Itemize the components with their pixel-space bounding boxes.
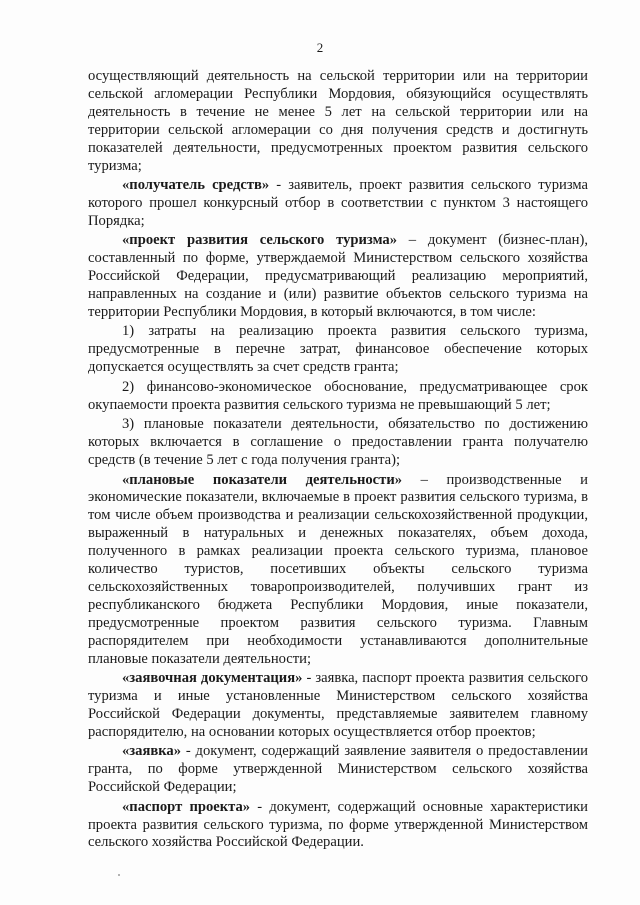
defined-term: «паспорт проекта»: [122, 798, 251, 815]
paragraph-text: - заявка, паспорт проекта развития сельского туризма и иные установленные Министерством сельского хозяйства Российской Федерации документы, представляемые заявителем главному распорядителю, на основании которых осуществляется отбор проектов;: [88, 670, 588, 740]
defined-term: «заявка»: [122, 743, 182, 760]
list-item-costs: [88, 323, 588, 377]
paragraph-text: осуществляющий деятельность на сельской территории или на территории сельской агломерации Республики Мордовия, обязующийся осуществлять деятельность в течение не менее 5 лет на сельской территории или на территории сельской агломерации со дня получения средств и достигнуть показателей деятельности, предусмотренных проектом развития сельского туризма;: [88, 68, 588, 174]
document-body: [88, 68, 588, 854]
paragraph-text: 1) затраты на реализацию проекта развития сельского туризма, предусмотренные в перечне затрат, финансовое обеспечение которых допускается осуществлять за счет средств гранта;: [88, 323, 588, 376]
defined-term: «заявочная документация»: [122, 670, 303, 687]
paragraph-text: 2) финансово-экономическое обоснование, предусматривающее срок окупаемости проекта развития сельского туризма не превышающий 5 лет;: [88, 378, 588, 413]
paragraph-entrepreneur-continued: [88, 68, 588, 175]
paragraph-text: 3) плановые показатели деятельности, обязательство по достижению которых включается в соглашение о предоставлении гранта получателю средств (в течение 5 лет с года получения гранта);: [88, 416, 588, 468]
paragraph-text: - документ, содержащий основные характеристики проекта развития сельского туризма, по форме утвержденной Министерством сельского хозяйства Российской Федерации.: [88, 798, 588, 851]
scan-speck: [118, 874, 120, 876]
defined-term: «плановые показатели деятельности»: [122, 471, 403, 488]
defined-term: «проект развития сельского туризма»: [122, 232, 398, 249]
page-number: 2: [316, 40, 324, 55]
defined-term: «получатель средств»: [122, 177, 270, 194]
paragraph-project-passport-definition: [88, 799, 588, 853]
paragraph-text: - заявитель, проект развития сельского туризма которого прошел конкурсный отбор в соответствии с пунктом 3 настоящего Порядка;: [88, 177, 588, 229]
paragraph-application-documents-definition: [88, 670, 588, 742]
paragraph-planned-indicators-definition: [88, 472, 588, 669]
paragraph-text: – документ (бизнес-план), составленный по форме, утверждаемой Министерством сельского хозяйства Российской Федерации, предусматривающий реализацию мероприятий, направленных на создание и (или) развитие объектов сельского туризма на территории Республики Мордовия, в который включаются, в том числе:: [88, 232, 589, 320]
list-item-indicators: [88, 416, 588, 470]
paragraph-text: - документ, содержащий заявление заявителя о предоставлении гранта, по форме утвержденной Министерством сельского хозяйства Российской Федерации;: [88, 743, 588, 796]
paragraph-project-definition: [88, 232, 588, 322]
paragraph-text: – производственные и экономические показатели, включаемые в проект развития сельского туризма, в том числе объем производства и реализации сельскохозяйственной продукции, выраженный в натуральных и денежных показателях, объем дохода, полученного в рамках реализации проекта сельского туризма, плановое количество туристов, посетивших объекты сельского туризма сельскохозяйственных товаропроизводителей, получивших грант из республиканского бюджета Республики Мордовия, иные показатели, предусмотренные проектом развития сельского туризма. Главным распорядителем при необходимости устанавливаются дополнительные плановые показатели деятельности;: [88, 471, 588, 667]
list-item-feasibility: [88, 379, 588, 415]
paragraph-recipient-definition: [88, 177, 588, 231]
paragraph-application-definition: [88, 743, 588, 797]
